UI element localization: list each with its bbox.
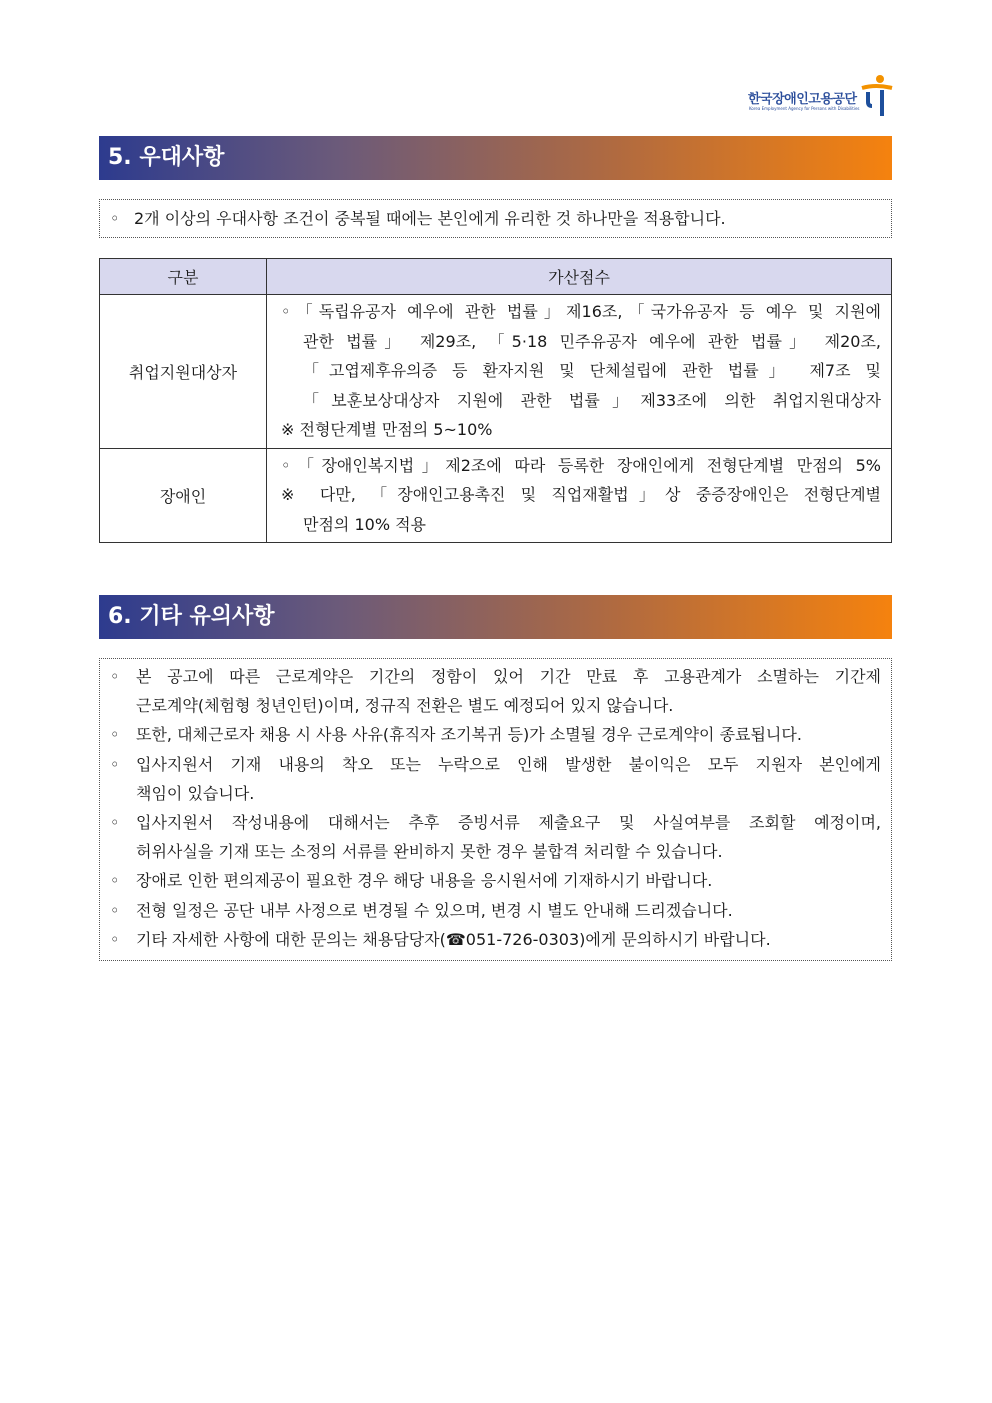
bullet-icon: ◦ (110, 209, 120, 228)
section-6-header: 6. 기타 유의사항 (99, 595, 892, 639)
table-header-row (100, 259, 892, 295)
detail-line: 만점의 10% 적용 (303, 514, 427, 534)
list-item-line: 책임이 있습니다. (136, 783, 255, 803)
bullet-icon: ◦ (110, 929, 120, 949)
row-category: 장애인 (100, 448, 267, 543)
column-header-category: 구분 (100, 259, 267, 295)
list-item-line: 입사지원서 작성내용에 대해서는 추후 증빙서류 제출요구 및 사실여부를 조회할 예정이며, (136, 813, 881, 833)
row-bonus-details (267, 295, 892, 449)
notice-list (99, 658, 892, 961)
list-item (110, 808, 881, 866)
preference-table (99, 258, 892, 543)
list-item-line: 허위사실을 기재 또는 소정의 서류를 완비하지 못한 경우 불합격 처리할 수 있습니다. (136, 842, 723, 862)
row-category: 취업지원대상자 (100, 295, 267, 449)
bullet-icon: ◦ (110, 900, 120, 920)
bullet-icon: ◦ (110, 754, 120, 774)
detail-line: 관한 법률」 제29조, 「5·18 민주유공자 예우에 관한 법률」 제20조, (303, 331, 881, 351)
detail-note-line: ※ 다만, 「장애인고용촉진 및 직업재활법」상 중증장애인은 전형단계별 (281, 485, 881, 504)
detail-line: 「보훈보상대상자 지원에 관한 법률」제33조에 의한 취업지원대상자 (303, 390, 881, 410)
table-row (100, 448, 892, 543)
list-item-line: 장애로 인한 편의제공이 필요한 경우 해당 내용을 응시원서에 기재하시기 바랍니다. (136, 871, 713, 891)
list-item (110, 750, 881, 808)
list-item (110, 720, 881, 749)
row-bonus-details (267, 448, 892, 543)
bullet-icon: ◦ (110, 725, 120, 745)
list-item-line: 본 공고에 따른 근로계약은 기간의 정함이 있어 기간 만료 후 고용관계가 소멸하는 기간제 (136, 667, 881, 686)
agency-emblem-icon (858, 74, 894, 118)
list-item-line: 전형 일정은 공단 내부 사정으로 변경될 수 있으며, 변경 시 별도 안내해 드리겠습니다. (136, 900, 733, 920)
column-header-bonus-points: 가산점수 (267, 259, 892, 295)
list-item (110, 866, 881, 895)
list-item (110, 925, 881, 954)
detail-note-line: ※ 전형단계별 만점의 5~10% (281, 420, 493, 439)
agency-logo (744, 74, 896, 118)
detail-line: ◦「독립유공자 예우에 관한 법률」제16조,「국가유공자 등 예우 및 지원에 (281, 302, 881, 321)
list-item-line: 근로계약(체험형 청년인턴)이며, 정규직 전환은 별도 예정되어 있지 않습니다. (136, 696, 674, 716)
list-item-line: 기타 자세한 사항에 대한 문의는 채용담당자(☎051-726-0303)에게 문의하시기 바랍니다. (136, 929, 771, 949)
detail-line: ◦「장애인복지법」제2조에 따라 등록한 장애인에게 전형단계별 만점의 5% (281, 455, 881, 475)
bullet-icon: ◦ (110, 871, 120, 891)
list-item-line: 입사지원서 기재 내용의 착오 또는 누락으로 인해 발생한 불이익은 모두 지원자 본인에게 (136, 754, 881, 774)
section-5-header: 5. 우대사항 (99, 136, 892, 180)
preference-note (99, 199, 892, 238)
list-item-line: 또한, 대체근로자 채용 시 사용 사유(휴직자 조기복귀 등)가 소멸될 경우 근로계약이 종료됩니다. (136, 725, 802, 745)
preference-note-text: 2개 이상의 우대사항 조건이 중복될 때에는 본인에게 유리한 것 하나만을 적용합니다. (134, 209, 726, 228)
detail-line: 「고엽제후유의증 등 환자지원 및 단체설립에 관한 법률」 제7조 및 (303, 361, 881, 380)
logo-name-english: Korea Employment Agency for Persons with Disabilities (749, 106, 860, 111)
bullet-icon: ◦ (110, 667, 120, 686)
table-row (100, 295, 892, 449)
logo-name-korean: 한국장애인고용공단 (748, 92, 857, 107)
bullet-icon: ◦ (110, 813, 120, 833)
list-item (110, 896, 881, 925)
list-item (110, 662, 881, 720)
